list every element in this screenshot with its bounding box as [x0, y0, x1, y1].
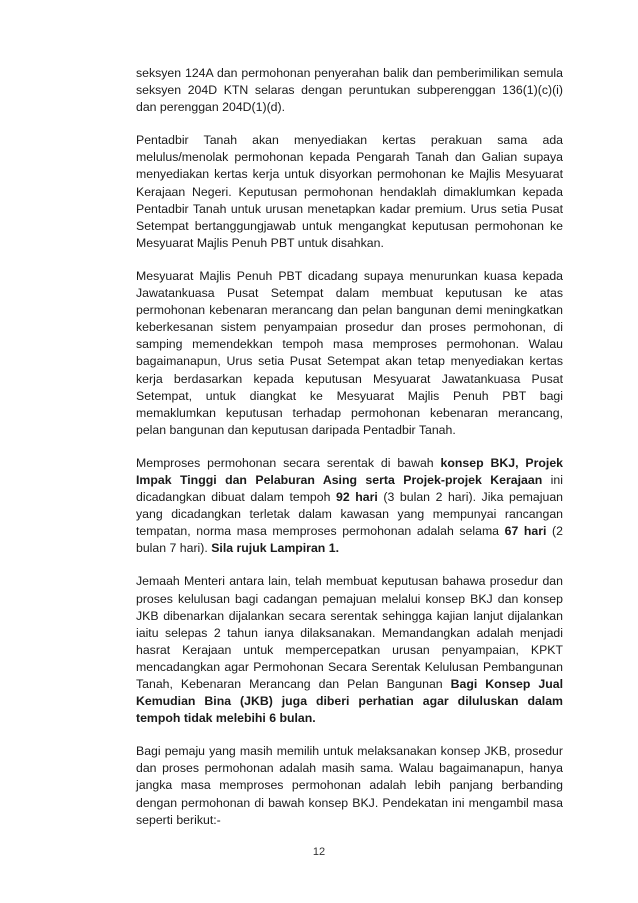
bold-text-run: Sila rujuk Lampiran 1. [211, 541, 339, 556]
bold-text-run: Bagi Konsep Jual Kemudian Bina (JKB) juga diberi perhatian agar diluluskan dalam tempoh tidak melebihi 6 bulan. [136, 677, 563, 726]
page-number: 12 [312, 846, 326, 858]
paragraph [136, 65, 563, 116]
paragraph [136, 743, 563, 828]
text-run: (3 bulan 2 hari). Jika pemajuan yang dicadangkan terletak dalam kawasan yang mempunyai rancangan tempatan, norma masa memproses permohonan adalah selama [136, 490, 563, 539]
text-run: Memproses permohonan secara serentak di bawah [136, 455, 441, 470]
body-text [136, 65, 563, 845]
text-run: (2 bulan 7 hari). [136, 524, 563, 556]
paragraph [136, 132, 563, 252]
text-run: Bagi pemaju yang masih memilih untuk melaksanakan konsep JKB, prosedur dan proses permohonan adalah masih sama. Walau bagaimanapun, hanya jangka masa memproses permohonan adalah lebih panjang berbanding dengan permohonan di bawah konsep BKJ. Pendekatan ini mengambil masa seperti berikut:- [136, 744, 563, 827]
text-run: Mesyuarat Majlis Penuh PBT dicadang supaya menurunkan kuasa kepada Jawatankuasa Pusat Setempat dalam membuat keputusan ke atas permohonan kebenaran merancang dan pelan bangunan demi meningkatkan keberkesanan sistem penyampaian prosedur dan proses permohonan, di samping memendekkan tempoh masa memproses permohonan. Walau bagaimanapun, Urus setia Pusat Setempat akan tetap menyediakan kertas kerja berdasarkan kepada keputusan Mesyuarat Jawatankuasa Pusat Setempat, untuk diangkat ke Mesyuarat Majlis Penuh PBT bagi memaklumkan keputusan terhadap permohonan kebenaran merancang, pelan bangunan dan keputusan daripada Pentadbir Tanah. [136, 268, 563, 437]
text-run: Jemaah Menteri antara lain, telah membuat keputusan bahawa prosedur dan proses kelulusan bagi cadangan pemajuan melalui konsep BKJ dan konsep JKB dibenarkan dijalankan secara serentak sehingga kajian lanjut dijalankan iaitu selepas 2 tahun ianya dilaksanakan. Memandangkan adalah menjadi hasrat Kerajaan untuk mempercepatkan urusan penyampaian, KPKT mencadangkan agar Permohonan Secara Serentak Kelulusan Pembangunan Tanah, Kebenaran Merancang dan Pelan Bangunan [136, 574, 563, 691]
paragraph [136, 455, 563, 558]
text-run: seksyen 124A dan permohonan penyerahan balik dan pemberimilikan semula seksyen 204D KTN selaras dengan peruntukan subperenggan 136(1)(c)(i) dan perenggan 204D(1)(d). [136, 66, 563, 115]
bold-text-run: konsep BKJ, Projek Impak Tinggi dan Pelaburan Asing serta Projek-projek Kerajaan [136, 455, 563, 487]
paragraph [136, 268, 563, 439]
paragraph [136, 573, 563, 727]
text-run: Pentadbir Tanah akan menyediakan kertas perakuan sama ada melulus/menolak permohonan kepada Pengarah Tanah dan Galian supaya menyediakan kertas kerja untuk disyorkan permohonan ke Majlis Mesyuarat Kerajaan Negeri. Keputusan permohonan hendaklah dimaklumkan kepada Pentadbir Tanah untuk urusan menetapkan kadar premium. Urus setia Pusat Setempat bertanggungjawab untuk mengangkat keputusan permohonan ke Mesyuarat Majlis Penuh PBT untuk disahkan. [136, 133, 563, 250]
bold-text-run: 67 hari [504, 524, 547, 539]
bold-text-run: 92 hari [336, 490, 378, 505]
text-run: ini dicadangkan dibuat dalam tempoh [136, 472, 563, 505]
